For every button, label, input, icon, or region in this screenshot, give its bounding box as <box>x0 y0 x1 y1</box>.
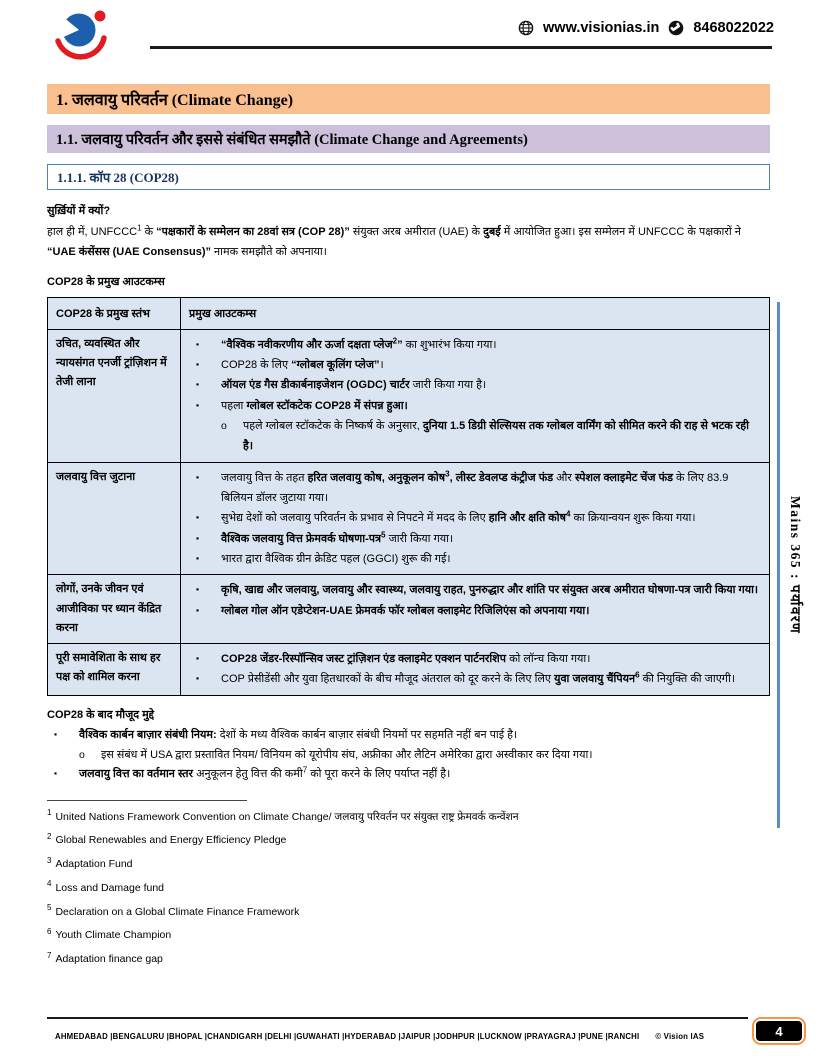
outcomes-table-body <box>48 329 770 695</box>
issues-label: COP28 के बाद मौजूद मुद्दे <box>47 708 155 721</box>
bullet-text: वैश्विक जलवायु वित्त फ्रेमवर्क घोषणा-पत्र$^5$ जारी किया गया। <box>221 530 454 545</box>
table-header-row <box>48 297 770 329</box>
header-rule <box>150 46 772 49</box>
bullet-text: पहले ग्लोबल स्टॉकटेक के निष्कर्ष के अनुसार, दुनिया 1.5 डिग्री सेल्सियस तक ग्लोबल वार्मिंग को सीमित करने की राह से भटक रही है। <box>243 419 749 453</box>
footnote-separator <box>47 800 247 801</box>
square-bullet-icon <box>189 529 221 549</box>
website-text: www.visionias.in <box>543 20 660 36</box>
bullet-text: COP28 के लिए “ग्लोबल कूलिंग प्लेज”। <box>221 358 384 371</box>
outcomes-cell <box>181 644 770 696</box>
square-bullet-icon <box>189 508 221 528</box>
bullet-text: COP28 जेंडर-रिस्पॉन्सिव जस्ट ट्रांज़िशन एंड क्लाइमेट एक्शन पार्टनरशिप को लॉन्च किया गया। <box>221 653 591 666</box>
footnote-item: $^2$ Global Renewables and Energy Efficiency Pledge <box>47 831 287 847</box>
section-heading-2: 1.1. जलवायु परिवर्तन और इससे संबंधित समझौते (Climate Change and Agreements) <box>47 125 770 153</box>
bullet-text: COP प्रेसीडेंसी और युवा हितधारकों के बीच मौजूद अंतराल को दूर करने के लिए लिए युवा जलवायु चैंपियन$^6$ की नियुक्ति की जाएगी। <box>221 670 735 686</box>
bullet-item <box>47 726 770 746</box>
bullet-item <box>189 375 761 395</box>
outcomes-cell <box>181 329 770 462</box>
intro-paragraph: हाल ही में, UNFCCC$^1$ के “पक्षकारों के सम्मेलन का 28वां सत्र (COP 28)” संयुक्त अरब अमीरात (UAE) के दुबई में आयोजित हुआ। इस सम्मेलन में UNFCCC के पक्षकारों ने “UAE कंसेंसस (UAE Consensus)” नामक समझौते को अपनाया। <box>47 223 741 258</box>
outcomes-table <box>47 297 770 696</box>
table-header-pillar: COP28 के प्रमुख स्तंभ <box>48 297 181 329</box>
footer-cities: AHMEDABAD |BENGALURU |BHOPAL |CHANDIGARH |DELHI |GUWAHATI |HYDERABAD |JAIPUR |JODHPUR |LUCKNOW |PRAYAGRAJ |PUNE |RANCHI <box>55 1032 640 1041</box>
bullet-text: ऑयल एंड गैस डीकार्बनाइजेशन (OGDC) चार्टर जारी किया गया है। <box>221 379 487 392</box>
footnote-item: $^6$ Youth Climate Champion <box>47 926 172 942</box>
footnote-item: $^7$ Adaptation finance gap <box>47 950 163 966</box>
outcomes-cell <box>181 575 770 644</box>
pillar-cell: जलवायु वित्त जुटाना <box>48 462 181 575</box>
bullet-item <box>189 396 761 416</box>
bullet-text: भारत द्वारा वैश्विक ग्रीन क्रेडिट पहल (GGCI) शुरू की गई। <box>221 553 451 566</box>
table-row <box>48 462 770 575</box>
bullet-item <box>189 529 761 549</box>
table-row <box>48 329 770 462</box>
bullet-item <box>189 601 761 621</box>
bullet-item <box>189 580 761 600</box>
pillar-cell: उचित, व्यवस्थित और न्यायसंगत एनर्जी ट्रांज़िशन में तेजी लाना <box>48 329 181 462</box>
globe-icon <box>518 20 534 36</box>
outcomes-cell <box>181 462 770 575</box>
why-in-news-label: सुर्ख़ियों में क्यों? <box>47 205 111 217</box>
phone-icon <box>668 20 684 36</box>
square-bullet-icon <box>189 669 221 689</box>
footnotes-list <box>47 810 770 968</box>
footnote-item: $^1$ United Nations Framework Convention on Climate Change/ जलवायु परिवर्तन पर संयुक्त राष्ट्र फ्रेमवर्क कन्वेंशन <box>47 808 519 823</box>
square-bullet-icon <box>189 580 221 600</box>
table-header-outcomes: प्रमुख आउटकम्स <box>181 297 770 329</box>
sidebar-banner <box>777 302 804 828</box>
bullet-text: इस संबंध में USA द्वारा प्रस्तावित नियम/ विनियम को यूरोपीय संघ, अफ्रीका और लैटिन अमेरिका द्वारा अस्वीकार कर दिया गया। <box>101 748 593 761</box>
bullet-item <box>189 468 761 509</box>
outcomes-label: COP28 के प्रमुख आउटकम्स <box>47 275 165 288</box>
square-bullet-icon <box>189 375 221 395</box>
pillar-cell: पूरी समावेशिता के साथ हर पक्ष को शामिल करना <box>48 644 181 696</box>
square-bullet-icon <box>189 468 221 509</box>
square-bullet-icon <box>189 396 221 416</box>
bullet-item <box>189 549 761 569</box>
pillar-cell: लोगों, उनके जीवन एवं आजीविका पर ध्यान केंद्रित करना <box>48 575 181 644</box>
bullet-text: जलवायु वित्त का वर्तमान स्तर अनुकूलन हेतु वित्त की कमी$^7$ को पूरा करने के लिए पर्याप्त नहीं है। <box>79 765 451 781</box>
table-row <box>48 644 770 696</box>
bullet-text: पहला ग्लोबल स्टॉकटेक COP28 में संपन्न हुआ। <box>221 399 408 412</box>
bullet-text: सुभेद्य देशों को जलवायु परिवर्तन के प्रभाव से निपटने में मदद के लिए हानि और क्षति कोष$^4$ का क्रियान्वयन शुरू किया गया। <box>221 509 696 525</box>
bullet-text: वैश्विक कार्बन बाज़ार संबंधी नियम: देशों के मध्य वैश्विक कार्बन बाज़ार संबंधी नियमों पर सहमति नहीं बन पाई है। <box>79 728 518 741</box>
sidebar-label: Mains 365 : पर्यावरण <box>788 495 803 635</box>
bullet-item <box>189 355 761 375</box>
sub-bullet-item <box>216 416 761 457</box>
bullet-item <box>189 649 761 669</box>
bullet-item <box>47 765 770 785</box>
bullet-item <box>189 335 761 355</box>
circle-bullet-icon <box>74 746 101 766</box>
square-bullet-icon <box>47 765 79 785</box>
header-contact <box>518 20 774 36</box>
square-bullet-icon <box>189 649 221 669</box>
section-heading-1: 1. जलवायु परिवर्तन (Climate Change) <box>47 84 770 114</box>
bullet-item <box>189 508 761 528</box>
bullet-text: जलवायु वित्त के तहत हरित जलवायु कोष, अनुकूलन कोष$^3$, लीस्ट डेवलप्ड कंट्रीज फंड और स्पेशल क्लाइमेट चेंज फंड के लिए 83.9 बिलियन डॉलर जुटाया गया। <box>221 469 729 504</box>
bullet-item <box>189 669 761 689</box>
section-heading-3: 1.1.1. कॉप 28 (COP28) <box>47 164 770 190</box>
visionias-logo <box>52 4 116 67</box>
issues-list <box>47 726 770 785</box>
square-bullet-icon <box>47 726 79 746</box>
square-bullet-icon <box>189 355 221 375</box>
circle-bullet-icon <box>216 416 243 457</box>
sub-bullet-item <box>74 746 770 766</box>
bullet-text: कृषि, खाद्य और जलवायु, जलवायु और स्वास्थ्य, जलवायु राहत, पुनरुद्धार और शांति पर संयुक्त अरब अमीरात घोषणा-पत्र जारी किया गया। <box>221 584 759 597</box>
footer-rule <box>47 1017 748 1020</box>
page-number: 4 <box>756 1021 802 1041</box>
square-bullet-icon <box>189 549 221 569</box>
table-row <box>48 575 770 644</box>
footer-text <box>55 1032 728 1041</box>
main-content <box>47 84 770 967</box>
footnote-item: $^3$ Adaptation Fund <box>47 855 133 871</box>
bullet-text: ग्लोबल गोल ऑन एडेप्टेशन-UAE फ्रेमवर्क फॉर ग्लोबल क्लाइमेट रिजिलिएंस को अपनाया गया। <box>221 604 590 617</box>
footnote-item: $^4$ Loss and Damage fund <box>47 879 165 894</box>
bullet-text: “वैश्विक नवीकरणीय और ऊर्जा दक्षता प्लेज$^2$” का शुभारंभ किया गया। <box>221 335 497 351</box>
footnote-item: $^5$ Declaration on a Global Climate Finance Framework <box>47 903 300 918</box>
footer-copyright: © Vision IAS <box>655 1032 705 1041</box>
square-bullet-icon <box>189 335 221 355</box>
page-number-box <box>752 1017 806 1045</box>
square-bullet-icon <box>189 601 221 621</box>
phone-number: 8468022022 <box>693 20 774 36</box>
